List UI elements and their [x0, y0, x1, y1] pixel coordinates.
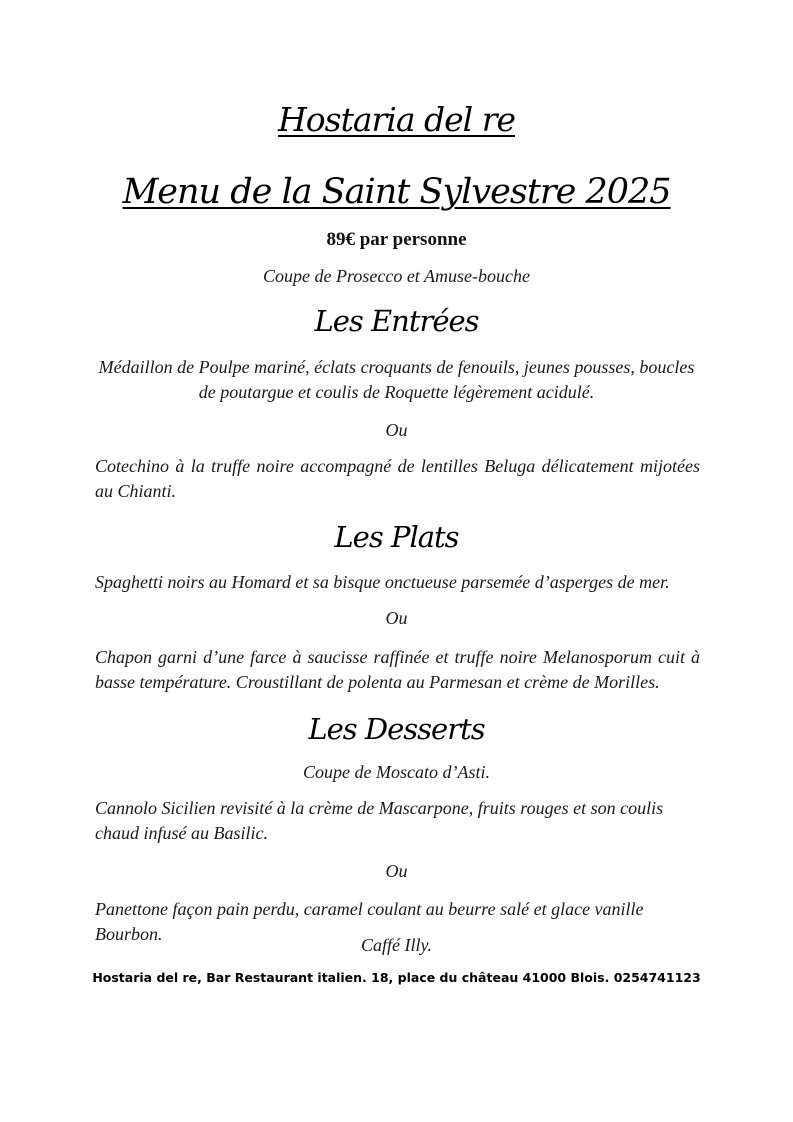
entree-option-1: Médaillon de Poulpe mariné, éclats croquants de fenouils, jeunes pousses, boucles de poutargue et coulis de Roquette légèrement acidulé.: [98, 357, 695, 402]
price: 89€ par personne: [326, 229, 467, 250]
section-heading-entrees: Les Entrées: [314, 304, 479, 338]
coffee: Caffé Illy.: [361, 935, 432, 955]
entree-separator: Ou: [385, 420, 408, 440]
plat-option-2: Chapon garni d’une farce à saucisse raffinée et truffe noire Melanosporum cuit à basse température. Croustillant de polenta au Parmesan et crème de Morilles.: [95, 647, 700, 692]
dessert-option-2: Panettone façon pain perdu, caramel coulant au beurre salé et glace vanille Bourbon.: [95, 899, 644, 944]
plat-separator: Ou: [385, 608, 408, 628]
dessert-option-1: Cannolo Sicilien revisité à la crème de Mascarpone, fruits rouges et son coulis chaud infusé au Basilic.: [95, 798, 664, 843]
dessert-wine: Coupe de Moscato d’Asti.: [303, 762, 490, 782]
plat-option-1: Spaghetti noirs au Homard et sa bisque onctueuse parsemée d’asperges de mer.: [95, 572, 670, 592]
restaurant-title: Hostaria del re: [277, 100, 515, 139]
section-heading-plats: Les Plats: [334, 520, 459, 554]
entree-option-2: Cotechino à la truffe noire accompagné de lentilles Beluga délicatement mijotées au Chianti.: [95, 456, 700, 501]
footer-address: Hostaria del re, Bar Restaurant italien. 18, place du château 41000 Blois. 0254741123: [92, 970, 701, 985]
dessert-separator: Ou: [385, 861, 408, 881]
aperitif: Coupe de Prosecco et Amuse-bouche: [263, 266, 530, 286]
section-heading-desserts: Les Desserts: [308, 712, 485, 746]
menu-title: Menu de la Saint Sylvestre 2025: [122, 172, 671, 212]
